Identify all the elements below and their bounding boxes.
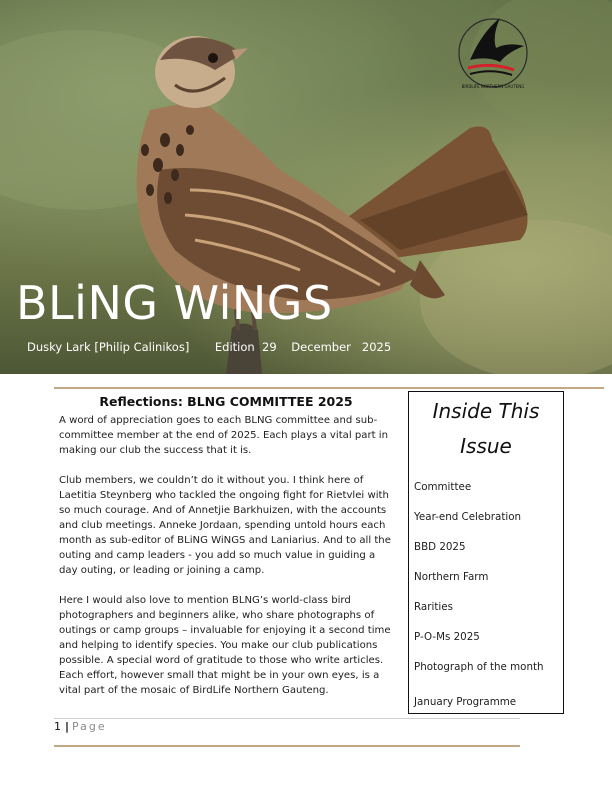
contents-item-poms-2025[interactable]: P-O-Ms 2025 [414, 631, 480, 643]
cover-caption [27, 340, 391, 354]
article-paragraph: Club members, we couldn’t do it without you. I think here of Laetitia Steynberg who tackled the ongoing fight for Rietvlei with so much courage. And of Annetjie Barkhuizen, with the accounts and club meetings. Anneke Jordaan, spending untold hours each month as sub-editor of BLiNG WiNGS and Laniarius. And to all the outing and camp leaders - you add so much value in guiding a day outing, or leading or joining a camp. [59, 475, 391, 576]
contents-item-committee[interactable]: Committee [414, 481, 472, 493]
edition-year: 2025 [361, 340, 392, 354]
birdlife-logo [452, 12, 534, 94]
footer-divider [54, 718, 520, 719]
edition-number: 29 [262, 340, 277, 354]
page-word: Page [72, 720, 107, 733]
contents-item-northern-farm[interactable]: Northern Farm [414, 571, 489, 583]
inside-this-issue-box [408, 391, 564, 714]
page-separator: | [65, 720, 70, 733]
edition-month: December [291, 340, 351, 354]
sidebar-title-line2: Issue [460, 434, 512, 458]
top-divider [54, 387, 604, 389]
contents-item-bbd-2025[interactable]: BBD 2025 [414, 541, 466, 553]
page-number: 1 [54, 720, 61, 733]
article-paragraph: A word of appreciation goes to each BLNG committee and sub-committee member at the end of 2025. Each plays a vital part in making our club the success that it is. [59, 415, 388, 456]
page-footer [54, 720, 107, 733]
photo-credit: Dusky Lark [Philip Calinikos] [27, 340, 190, 354]
sidebar-title-line1: Inside This [432, 399, 540, 423]
edition-label: Edition [214, 340, 255, 354]
contents-list [414, 480, 544, 725]
article-title: Reflections: BLNG COMMITTEE 2025 [99, 394, 353, 409]
cover-photo [0, 0, 612, 374]
contents-item-january-programme[interactable]: January Programme [414, 696, 517, 708]
svg-text:BIRDLIFE NORTHERN GAUTENG: BIRDLIFE NORTHERN GAUTENG [461, 84, 525, 89]
article [59, 394, 393, 713]
bottom-divider [54, 745, 520, 747]
contents-item-rarities[interactable]: Rarities [414, 601, 453, 613]
contents-item-photograph-of-the-month[interactable]: Photograph of the month [414, 661, 544, 673]
magazine-title: BLiNG WiNGS [16, 276, 333, 330]
article-paragraph: Here I would also love to mention BLNG’s world-class bird photographers and beginners alike, who share photographs of outings or camp groups – invaluable for enjoying it a second time and helping to identify species. You make our club publications possible. A special word of gratitude to those who write articles. Each effort, however small that might be in your own eyes, is a vital part of the mosaic of BirdLife Northern Gauteng. [59, 595, 391, 696]
sidebar-title [409, 394, 563, 464]
contents-item-year-end-celebration[interactable]: Year-end Celebration [414, 511, 522, 523]
